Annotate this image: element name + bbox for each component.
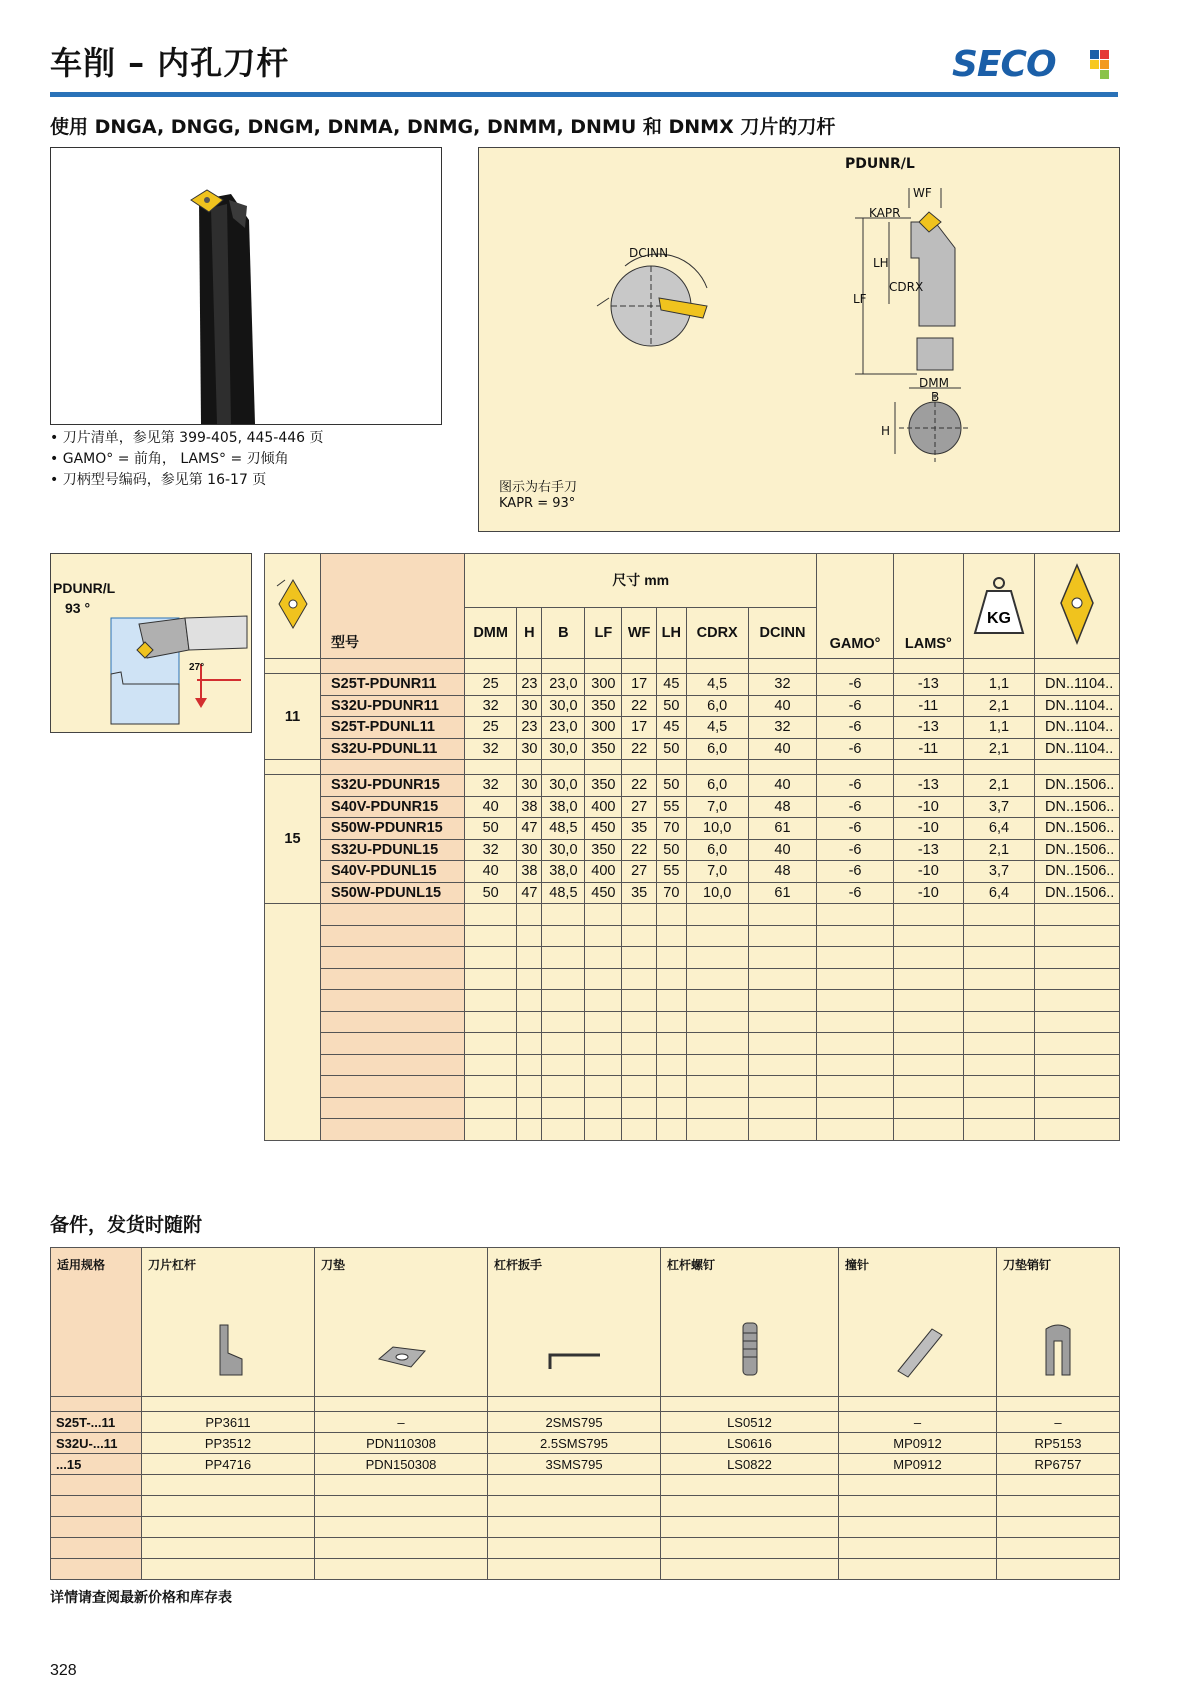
acc-part-code: PDN110308 [315, 1433, 488, 1454]
cell-b: 38,0 [542, 796, 585, 818]
cell-wf: 35 [622, 818, 657, 840]
model-code: S32U-PDUNL11 [321, 738, 465, 760]
acc-part-code: 2.5SMS795 [488, 1433, 661, 1454]
cell-lf: 350 [585, 839, 622, 861]
acc-part-code: LS0512 [661, 1412, 839, 1433]
model-code: S32U-PDUNR15 [321, 775, 465, 797]
cell-insert: DN..1506.. [1035, 775, 1120, 797]
diagram-caption: 图示为右手刀 [499, 480, 578, 495]
col-b: B [542, 607, 585, 659]
col-h: H [517, 607, 542, 659]
weight-icon [971, 569, 1027, 639]
cell-lams: -13 [893, 839, 963, 861]
acc-size: S25T-...11 [51, 1412, 142, 1433]
acc-header-lever: 刀片杠杆 [142, 1248, 315, 1397]
cell-h: 23 [517, 717, 542, 739]
cell-lf: 400 [585, 861, 622, 883]
angle-diagram [50, 553, 252, 733]
cell-lams: -13 [893, 717, 963, 739]
cell-lf: 300 [585, 717, 622, 739]
cell-cdrx: 6,0 [686, 839, 748, 861]
acc-header-shim-pin: 刀垫销钉 [997, 1248, 1120, 1397]
cell-gamo: -6 [817, 818, 893, 840]
cell-lams: -13 [893, 775, 963, 797]
model-code: S40V-PDUNL15 [321, 861, 465, 883]
acc-part-code: – [839, 1412, 997, 1433]
pin-icon [888, 1319, 948, 1379]
cell-lh: 50 [656, 695, 686, 717]
separator-row [265, 760, 1120, 775]
acc-header-wrench: 杠杆扳手 [488, 1248, 661, 1397]
separator-row [265, 659, 1120, 674]
cell-dcinn: 48 [748, 861, 817, 883]
acc-part-code: 3SMS795 [488, 1454, 661, 1475]
cell-b: 38,0 [542, 861, 585, 883]
acc-part-code: LS0616 [661, 1433, 839, 1454]
cell-kg: 1,1 [964, 674, 1035, 696]
cell-gamo: -6 [817, 775, 893, 797]
label-lh: LH [873, 256, 889, 270]
list-item [51, 1433, 1120, 1454]
insert-icon [1057, 561, 1097, 647]
cell-lh: 70 [656, 882, 686, 904]
cell-lams: -11 [893, 695, 963, 717]
table-row [265, 796, 1120, 818]
empty-row [51, 1475, 1120, 1496]
cell-cdrx: 6,0 [686, 695, 748, 717]
empty-row [265, 1097, 1120, 1119]
list-item [51, 1412, 1120, 1433]
seco-logo: SECO [952, 44, 1056, 85]
cell-h: 30 [517, 695, 542, 717]
technical-diagram [478, 147, 1120, 532]
cell-cdrx: 7,0 [686, 796, 748, 818]
cell-lf: 300 [585, 674, 622, 696]
cell-dmm: 40 [465, 796, 517, 818]
cell-gamo: -6 [817, 695, 893, 717]
cell-kg: 1,1 [964, 717, 1035, 739]
acc-part-code: – [315, 1412, 488, 1433]
label-wf: WF [913, 186, 932, 200]
cell-cdrx: 10,0 [686, 818, 748, 840]
model-code: S50W-PDUNL15 [321, 882, 465, 904]
cell-lf: 450 [585, 818, 622, 840]
cell-insert: DN..1506.. [1035, 839, 1120, 861]
cell-wf: 22 [622, 775, 657, 797]
table-row [265, 861, 1120, 883]
label-kapr: KAPR [869, 206, 901, 220]
accessories-header-row [51, 1248, 1120, 1397]
cell-kg: 6,4 [964, 882, 1035, 904]
empty-row [265, 925, 1120, 947]
cell-dcinn: 61 [748, 882, 817, 904]
acc-part-code: 2SMS795 [488, 1412, 661, 1433]
diagram-title: PDUNR/L [845, 156, 915, 172]
cell-dmm: 32 [465, 775, 517, 797]
cell-b: 23,0 [542, 674, 585, 696]
empty-row [265, 1033, 1120, 1055]
angle-diagram-title: PDUNR/L [53, 580, 116, 596]
note-item: • GAMO° = 前角， LAMS° = 刃倾角 [50, 449, 324, 470]
col-lf: LF [585, 607, 622, 659]
cell-h: 38 [517, 796, 542, 818]
cell-lams: -10 [893, 818, 963, 840]
model-header: 型号 [321, 554, 465, 659]
notes-list [50, 428, 324, 491]
cell-lf: 400 [585, 796, 622, 818]
acc-header-pin: 撞针 [839, 1248, 997, 1397]
table-header-row-1 [265, 554, 1120, 608]
label-cdrx: CDRX [889, 280, 924, 294]
model-code: S50W-PDUNR15 [321, 818, 465, 840]
cell-dcinn: 32 [748, 674, 817, 696]
col-lams: LAMS° [893, 554, 963, 659]
model-code: S32U-PDUNL15 [321, 839, 465, 861]
col-dmm: DMM [465, 607, 517, 659]
note-item: • 刀片清单，参见第 399-405, 445-446 页 [50, 428, 324, 449]
table-row [265, 882, 1120, 904]
cell-dcinn: 40 [748, 775, 817, 797]
list-item [51, 1454, 1120, 1475]
cell-cdrx: 10,0 [686, 882, 748, 904]
label-h: H [881, 424, 891, 438]
cell-kg: 2,1 [964, 775, 1035, 797]
cell-lf: 450 [585, 882, 622, 904]
cell-h: 30 [517, 738, 542, 760]
cell-dmm: 32 [465, 839, 517, 861]
angle-value: 93 ° [65, 600, 91, 616]
model-code: S25T-PDUNL11 [321, 717, 465, 739]
cell-lams: -10 [893, 861, 963, 883]
label-b: B [931, 390, 940, 404]
col-cdrx: CDRX [686, 607, 748, 659]
table-row [265, 775, 1120, 797]
cell-b: 30,0 [542, 695, 585, 717]
cell-insert: DN..1104.. [1035, 695, 1120, 717]
size-group: 15 [265, 775, 321, 904]
acc-header-size: 适用规格 [51, 1248, 142, 1397]
cell-h: 30 [517, 775, 542, 797]
cell-gamo: -6 [817, 839, 893, 861]
cell-b: 48,5 [542, 882, 585, 904]
acc-part-code: PP4716 [142, 1454, 315, 1475]
cell-wf: 22 [622, 695, 657, 717]
cell-h: 30 [517, 839, 542, 861]
cell-h: 23 [517, 674, 542, 696]
table-row [265, 839, 1120, 861]
diagram-kapr-caption: KAPR = 93° [499, 496, 576, 511]
cell-gamo: -6 [817, 738, 893, 760]
angle-27: 27° [189, 662, 205, 673]
cell-wf: 17 [622, 674, 657, 696]
cell-b: 48,5 [542, 818, 585, 840]
cell-cdrx: 6,0 [686, 775, 748, 797]
cell-wf: 27 [622, 861, 657, 883]
acc-part-code: MP0912 [839, 1454, 997, 1475]
cell-lh: 50 [656, 738, 686, 760]
cell-gamo: -6 [817, 882, 893, 904]
cell-dmm: 40 [465, 861, 517, 883]
acc-part-code: PDN150308 [315, 1454, 488, 1475]
acc-size: S32U-...11 [51, 1433, 142, 1454]
model-code: S40V-PDUNR15 [321, 796, 465, 818]
empty-row [51, 1538, 1120, 1559]
cell-wf: 22 [622, 839, 657, 861]
cell-insert: DN..1104.. [1035, 717, 1120, 739]
model-code: S25T-PDUNR11 [321, 674, 465, 696]
cell-dmm: 25 [465, 717, 517, 739]
insert-icon-cell [1035, 554, 1120, 659]
empty-row [265, 947, 1120, 969]
empty-row [265, 1054, 1120, 1076]
table-row [265, 674, 1120, 696]
cell-gamo: -6 [817, 674, 893, 696]
acc-part-code: RP5153 [997, 1433, 1120, 1454]
label-dmm: DMM [919, 376, 949, 390]
col-gamo: GAMO° [817, 554, 893, 659]
cell-b: 30,0 [542, 738, 585, 760]
cell-insert: DN..1506.. [1035, 861, 1120, 883]
diamond-insert-icon [273, 574, 313, 634]
cell-cdrx: 4,5 [686, 674, 748, 696]
cell-b: 30,0 [542, 775, 585, 797]
cell-kg: 2,1 [964, 695, 1035, 717]
cell-dcinn: 32 [748, 717, 817, 739]
size-group: 11 [265, 674, 321, 760]
cell-lh: 55 [656, 861, 686, 883]
cell-insert: DN..1506.. [1035, 882, 1120, 904]
page-title: 车削 – 内孔刀杆 [50, 44, 290, 82]
col-dcinn: DCINN [748, 607, 817, 659]
empty-row [265, 904, 1120, 926]
accessories-title: 备件，发货时随附 [50, 1214, 203, 1236]
screw-icon [735, 1319, 765, 1379]
cell-lams: -11 [893, 738, 963, 760]
cell-dcinn: 61 [748, 818, 817, 840]
acc-header-shim: 刀垫 [315, 1248, 488, 1397]
cell-lams: -13 [893, 674, 963, 696]
acc-part-code: PP3611 [142, 1412, 315, 1433]
cell-dmm: 50 [465, 818, 517, 840]
cell-wf: 35 [622, 882, 657, 904]
cell-kg: 3,7 [964, 861, 1035, 883]
accessories-table [50, 1247, 1120, 1580]
cell-lh: 50 [656, 775, 686, 797]
cell-wf: 27 [622, 796, 657, 818]
col-wf: WF [622, 607, 657, 659]
cell-lf: 350 [585, 695, 622, 717]
product-photo [50, 147, 442, 425]
cell-lams: -10 [893, 796, 963, 818]
cell-b: 23,0 [542, 717, 585, 739]
table-row [265, 818, 1120, 840]
empty-row [51, 1559, 1120, 1580]
acc-part-code: PP3512 [142, 1433, 315, 1454]
cell-dcinn: 48 [748, 796, 817, 818]
acc-part-code: RP6757 [997, 1454, 1120, 1475]
cell-h: 47 [517, 882, 542, 904]
shim-pin-icon [1038, 1319, 1078, 1379]
kg-label: KG [987, 610, 1011, 627]
cell-insert: DN..1104.. [1035, 674, 1120, 696]
label-dcinn: DCINN [629, 246, 669, 260]
col-lh: LH [656, 607, 686, 659]
cell-dcinn: 40 [748, 738, 817, 760]
weight-icon-cell [964, 554, 1035, 659]
empty-row [51, 1517, 1120, 1538]
cell-gamo: -6 [817, 861, 893, 883]
cell-h: 38 [517, 861, 542, 883]
cell-lh: 70 [656, 818, 686, 840]
cell-insert: DN..1104.. [1035, 738, 1120, 760]
empty-row [265, 1119, 1120, 1141]
wrench-icon [544, 1339, 604, 1379]
empty-row [265, 968, 1120, 990]
cell-lh: 45 [656, 674, 686, 696]
acc-size: ...15 [51, 1454, 142, 1475]
cell-h: 47 [517, 818, 542, 840]
acc-part-code: MP0912 [839, 1433, 997, 1454]
model-code: S32U-PDUNR11 [321, 695, 465, 717]
empty-row [265, 1076, 1120, 1098]
cell-insert: DN..1506.. [1035, 818, 1120, 840]
cell-dmm: 32 [465, 738, 517, 760]
cell-gamo: -6 [817, 717, 893, 739]
acc-part-code: – [997, 1412, 1120, 1433]
cell-cdrx: 4,5 [686, 717, 748, 739]
acc-header-screw: 杠杆螺钉 [661, 1248, 839, 1397]
cell-kg: 2,1 [964, 738, 1035, 760]
cell-wf: 22 [622, 738, 657, 760]
cell-b: 30,0 [542, 839, 585, 861]
header-rule [50, 92, 1118, 97]
footer-note: 详情请查阅最新价格和库存表 [50, 1590, 232, 1606]
lever-icon [208, 1319, 248, 1379]
cell-dcinn: 40 [748, 839, 817, 861]
cell-wf: 17 [622, 717, 657, 739]
shim-icon [371, 1339, 431, 1379]
cell-insert: DN..1506.. [1035, 796, 1120, 818]
cell-cdrx: 7,0 [686, 861, 748, 883]
empty-row [51, 1496, 1120, 1517]
table-row [265, 695, 1120, 717]
page-number: 328 [50, 1662, 77, 1679]
empty-row [265, 1011, 1120, 1033]
table-row [265, 717, 1120, 739]
cell-kg: 2,1 [964, 839, 1035, 861]
table-row [265, 738, 1120, 760]
cell-lh: 50 [656, 839, 686, 861]
empty-row [265, 990, 1120, 1012]
cell-lh: 55 [656, 796, 686, 818]
cell-lf: 350 [585, 775, 622, 797]
cell-dmm: 32 [465, 695, 517, 717]
cell-lf: 350 [585, 738, 622, 760]
cell-dmm: 25 [465, 674, 517, 696]
separator-row [51, 1397, 1120, 1412]
note-item: • 刀柄型号编码，参见第 16-17 页 [50, 470, 324, 491]
specs-table [264, 553, 1120, 1141]
dims-header: 尺寸 mm [465, 554, 817, 608]
subtitle: 使用 DNGA, DNGG, DNGM, DNMA, DNMG, DNMM, DNMU 和 DNMX 刀片的刀杆 [50, 116, 836, 138]
cell-kg: 3,7 [964, 796, 1035, 818]
insert-shape-icon-cell [265, 554, 321, 659]
acc-part-code: LS0822 [661, 1454, 839, 1475]
cell-cdrx: 6,0 [686, 738, 748, 760]
cell-lh: 45 [656, 717, 686, 739]
cell-gamo: -6 [817, 796, 893, 818]
cell-dcinn: 40 [748, 695, 817, 717]
label-lf: LF [853, 292, 867, 306]
cell-kg: 6,4 [964, 818, 1035, 840]
cell-dmm: 50 [465, 882, 517, 904]
cell-lams: -10 [893, 882, 963, 904]
